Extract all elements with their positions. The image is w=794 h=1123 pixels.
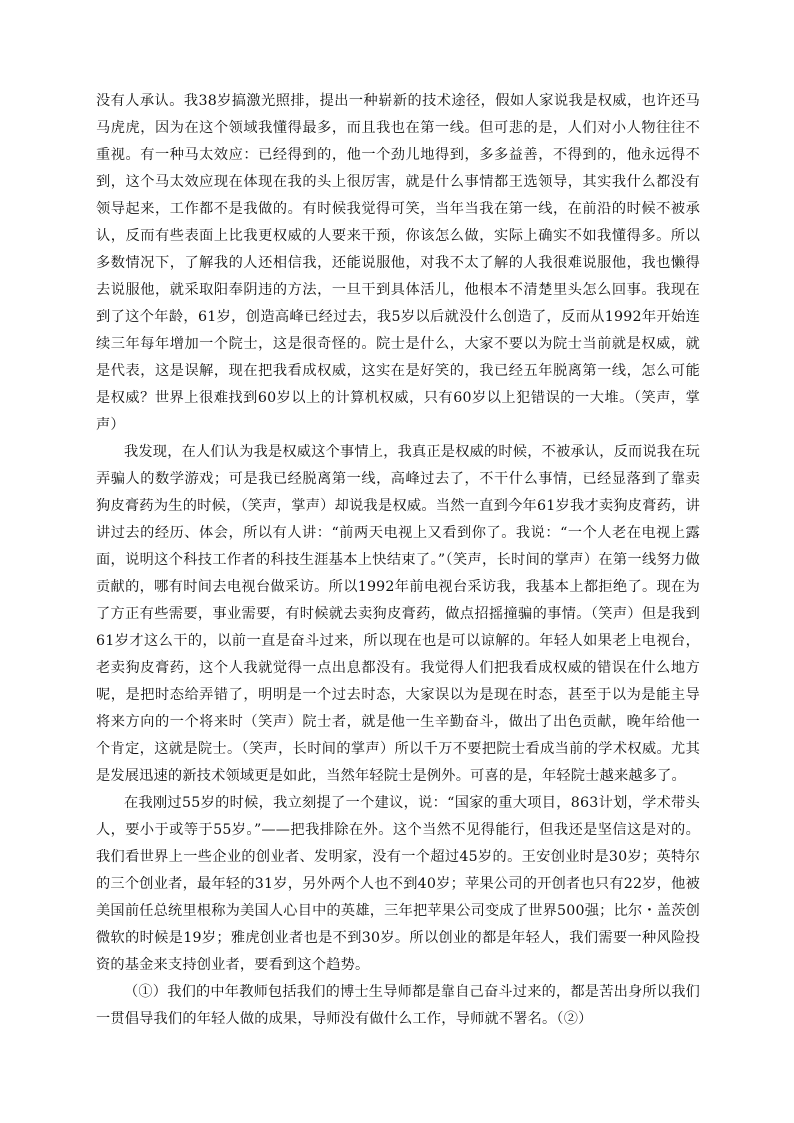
body-text [96, 88, 700, 1033]
paragraph-3: 在我刚过55岁的时候，我立刻提了一个建议，说：“国家的重大项目，863计划，学术带头人，要小于或等于55岁。”——把我排除在外。这个当然不见得能行，但我还是坚信这是对的。我们看世界上一些企业的创业者、发明家，没有一个超过45岁的。王安创业时是30岁；英特尔的三个创业者，最年轻的31岁，另外两个人也不到40岁；苹果公司的开创者也只有22岁，他被美国前任总统里根称为美国人心目中的英雄，三年把苹果公司变成了世界500强；比尔・盖茨创微软的时候是19岁；雅虎创业者也是不到30岁。所以创业的都是年轻人，我们需要一种风险投资的基金来支持创业者，要看到这个趋势。 [96, 795, 700, 973]
paragraph-1: 没有人承认。我38岁搞激光照排，提出一种崭新的技术途径，假如人家说我是权威，也许还马马虎虎，因为在这个领域我懂得最多，而且我也在第一线。但可悲的是，人们对小人物往往不重视。有一种马太效应：已经得到的，他一个劲儿地得到，多多益善，不得到的，他永远得不到，这个马太效应现在体现在我的头上很厉害，就是什么事情都王选领导，其实我什么都没有领导起来，工作都不是我做的。有时候我觉得可笑，当年当我在第一线，在前沿的时候不被承认，反而有些表面上比我更权威的人要来干预，你该怎么做，实际上确实不如我懂得多。所以多数情况下，了解我的人还相信我，还能说服他，对我不太了解的人我很难说服他，我也懒得去说服他，就采取阳奉阴违的方法，一旦干到具体活儿，他根本不清楚里头怎么回事。我现在到了这个年龄，61岁，创造高峰已经过去，我5岁以后就没什么创造了，反而从1992年开始连续三年每年增加一个院士，这是很奇怪的。院士是什么，大家不要以为院士当前就是权威，就是代表，这是误解，现在把我看成权威，这实在是好笑的，我已经五年脱离第一线，怎么可能是权威？世界上很难找到60岁以上的计算机权威，只有60岁以上犯错误的一大堆。（笑声，掌声） [96, 93, 700, 433]
paragraph-2: 我发现，在人们认为我是权威这个事情上，我真正是权威的时候，不被承认，反而说我在玩弄骗人的数学游戏；可是我已经脱离第一线，高峰过去了，不干什么事情，已经显落到了靠卖狗皮膏药为生的时候，（笑声，掌声）却说我是权威。当然一直到今年61岁我才卖狗皮膏药，讲讲过去的经历、体会，所以有人讲：“前两天电视上又看到你了。我说：“一个人老在电视上露面，说明这个科技工作者的科技生涯基本上快结束了。”（笑声，长时间的掌声）在第一线努力做贡献的，哪有时间去电视台做采访。所以1992年前电视台采访我，我基本上都拒绝了。现在为了方正有些需要，事业需要，有时候就去卖狗皮膏药，做点招摇撞骗的事情。（笑声）但是我到61岁才这么干的，以前一直是奋斗过来，所以现在也是可以谅解的。年轻人如果老上电视台，老卖狗皮膏药，这个人我就觉得一点出息都没有。我觉得人们把我看成权威的错误在什么地方呢，是把时态给弄错了，明明是一个过去时态，大家误以为是现在时态，甚至于以为是能主导将来方向的一个将来时（笑声）院士者，就是他一生辛勤奋斗，做出了出色贡献，晚年给他一个肯定，这就是院士。（笑声，长时间的掌声）所以千万不要把院士看成当前的学术权威。尤其是发展迅速的新技术领域更是如此，当然年轻院士是例外。可喜的是，年轻院士越来越多了。 [96, 444, 700, 784]
paragraph-4: （①）我们的中年教师包括我们的博士生导师都是靠自己奋斗过来的，都是苦出身所以我们一贯倡导我们的年轻人做的成果，导师没有做什么工作，导师就不署名。（②） [96, 984, 700, 1027]
